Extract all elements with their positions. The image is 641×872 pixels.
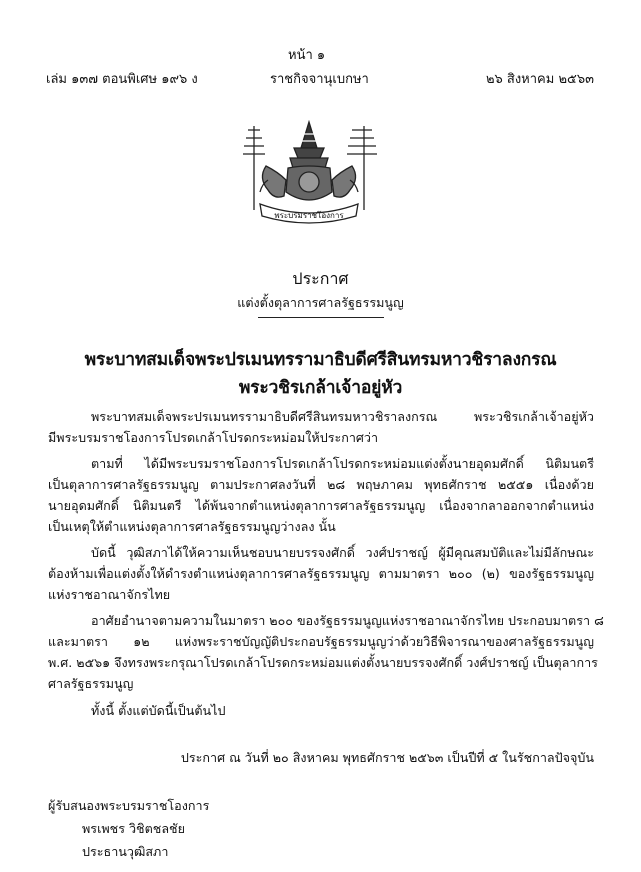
paragraph-line: บัดนี้ วุฒิสภาได้ให้ความเห็นชอบนายบรรจงศักดิ์ วงศ์ปราชญ์ ผู้มีคุณสมบัติและไม่มีลักษณะ <box>91 545 594 560</box>
paragraph-line: พ.ศ. ๒๕๖๑ จึงทรงพระกรุณาโปรดเกล้าโปรดกระหม่อมแต่งตั้งนายบรรจงศักดิ์ วงศ์ปราชญ์ เป็นตุลาการ <box>48 655 598 670</box>
volume-info: เล่ม ๑๓๗ ตอนพิเศษ ๑๙๖ ง <box>46 72 198 87</box>
paragraph-line: เป็นตุลาการศาลรัฐธรรมนูญ ตามประกาศลงวันที่ ๒๘ พฤษภาคม พุทธศักราช ๒๕๕๑ เนื่องด้วย <box>48 477 594 492</box>
countersign-position: ประธานวุฒิสภา <box>82 844 169 859</box>
paragraph-line: ทั้งนี้ ตั้งแต่บัดนี้เป็นต้นไป <box>91 703 226 718</box>
paragraph-line: อาศัยอำนาจตามความในมาตรา ๒๐๐ ของรัฐธรรมนูญแห่งราชอาณาจักรไทย ประกอบมาตรา ๘ <box>91 613 604 628</box>
gazette-date: ๒๖ สิงหาคม ๒๕๖๓ <box>485 72 594 87</box>
king-title-line1: พระบาทสมเด็จพระปรเมนทรรามาธิบดีศรีสินทรมหาวชิราลงกรณ <box>84 350 557 370</box>
gazette-name: ราชกิจจานุเบกษา <box>270 72 369 87</box>
countersign-role: ผู้รับสนองพระบรมราชโองการ <box>48 798 210 813</box>
garuda-royal-emblem-icon <box>238 120 380 230</box>
paragraph-line: แห่งราชอาณาจักรไทย <box>48 587 171 602</box>
announcement-heading: ประกาศ <box>292 269 349 288</box>
page-number: หน้า ๑ <box>288 48 326 63</box>
paragraph-line: ตามที่ ได้มีพระบรมราชโองการโปรดเกล้าโปรดกระหม่อมแต่งตั้งนายอุดมศักดิ์ นิติมนตรี <box>91 456 594 471</box>
dated-line: ประกาศ ณ วันที่ ๒๐ สิงหาคม พุทธศักราช ๒๕๖๓ เป็นปีที่ ๕ ในรัชกาลปัจจุบัน <box>180 750 594 765</box>
paragraph-line: พระบาทสมเด็จพระปรเมนทรรามาธิบดีศรีสินทรมหาวชิราลงกรณ พระวชิรเกล้าเจ้าอยู่หัว <box>91 409 594 424</box>
paragraph-line: มีพระบรมราชโองการโปรดเกล้าโปรดกระหม่อมให้ประกาศว่า <box>48 430 379 445</box>
paragraph-line: นายอุดมศักดิ์ นิติมนตรี ได้พ้นจากตำแหน่งตุลาการศาลรัฐธรรมนูญ เนื่องจากลาออกจากตำแหน่ง <box>48 498 594 513</box>
heading-underline <box>258 317 384 318</box>
paragraph-line: ต้องห้ามเพื่อแต่งตั้งให้ดำรงตำแหน่งตุลาการศาลรัฐธรรมนูญ ตามมาตรา ๒๐๐ (๒) ของรัฐธรรมนูญ <box>48 566 594 581</box>
svg-text:พระบรมราชโองการ: พระบรมราชโองการ <box>274 211 344 220</box>
paragraph-line: เป็นเหตุให้ตำแหน่งตุลาการศาลรัฐธรรมนูญว่างลง นั้น <box>48 519 336 534</box>
announcement-body <box>48 406 604 706</box>
paragraph-line: ศาลรัฐธรรมนูญ <box>48 676 134 691</box>
king-title-line2: พระวชิรเกล้าเจ้าอยู่หัว <box>238 378 403 398</box>
announcement-subheading: แต่งตั้งตุลาการศาลรัฐธรรมนูญ <box>237 295 404 310</box>
countersign-name: พรเพชร วิชิตชลชัย <box>82 821 185 836</box>
paragraph-line: และมาตรา ๑๒ แห่งพระราชบัญญัติประกอบรัฐธรรมนูญว่าด้วยวิธีพิจารณาของศาลรัฐธรรมนูญ <box>48 634 594 649</box>
